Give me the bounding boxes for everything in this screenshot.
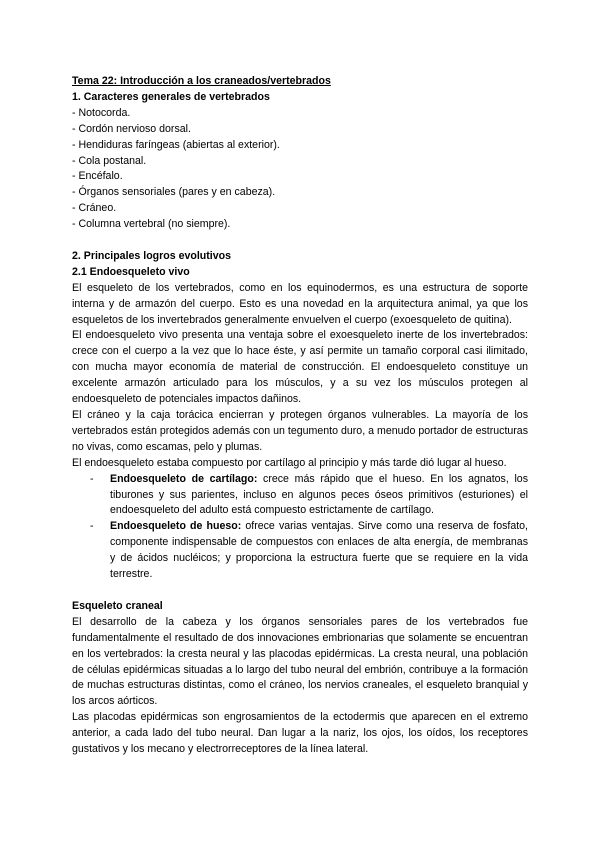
spacer	[72, 583, 528, 599]
section-2-heading: 2. Principales logros evolutivos	[72, 249, 231, 262]
document-page	[72, 74, 528, 758]
paragraph: El cráneo y la caja torácica encierran y protegen órganos vulnerables. La mayoría de los vertebrados están protegidos además con un tegumento duro, a menudo portador de estructuras no vivas, como escamas, pelo y plumas.	[72, 409, 528, 453]
paragraph: El endoesqueleto estaba compuesto por cartílago al principio y más tarde dió lugar al hueso.	[72, 456, 507, 469]
list-item: - Columna vertebral (no siempre).	[72, 218, 231, 231]
dash-marker: -	[90, 472, 94, 485]
list-item: - Encéfalo.	[72, 170, 123, 183]
document-title: Tema 22: Introducción a los craneados/vertebrados	[72, 75, 331, 87]
bullet-text: ofrece varias ventajas. Sirve como una reserva de fosfato, componente indispensable de compuestos con enlaces de alta energía, de membranas y de ácidos nucléicos; y proporciona la estructura fuerte que se requiere en la vida terrestre.	[110, 520, 528, 581]
paragraph: El endoesqueleto vivo presenta una ventaja sobre el exoesqueleto inerte de los invertebrados: crece con el cuerpo a la vez que lo hace éste, y así permite un tamaño corporal casi ilimitado, con mucha mayor economía de material de construcción. El endoesqueleto constituye un excelente armazón articulado para los músculos, y a su vez los músculos protegen al endoesqueleto de potenciales impactos dañinos.	[72, 329, 528, 406]
bullet-term: Endoesqueleto de hueso:	[110, 520, 242, 533]
list-item: - Cola postanal.	[72, 154, 147, 167]
spacer	[72, 233, 528, 249]
dash-marker: -	[90, 520, 94, 533]
bullet-item-bone	[72, 519, 528, 583]
list-item: - Órganos sensoriales (pares y en cabeza).	[72, 186, 276, 199]
bullet-list	[72, 472, 528, 583]
list-item: - Notocorda.	[72, 106, 131, 119]
section-3-heading: Esqueleto craneal	[72, 599, 163, 612]
bullet-text: crece más rápido que el hueso. En los agnatos, los tiburones y sus parientes, incluso en algunos peces óseos primitivos (esturiones) el endoesqueleto del adulto está compuesto estrictamente de cartílago.	[110, 472, 528, 517]
section-2-1-heading: 2.1 Endoesqueleto vivo	[72, 265, 190, 278]
bullet-term: Endoesqueleto de cartílago:	[110, 472, 258, 485]
paragraph: Las placodas epidérmicas son engrosamientos de la ectodermis que aparecen en el extremo anterior, a cada lado del tubo neural. Dan lugar a la nariz, los ojos, los oídos, los receptores gustativos y los mecano y electrorreceptores de la línea lateral.	[72, 711, 528, 756]
list-item: - Cordón nervioso dorsal.	[72, 122, 191, 135]
bullet-item-cartilage	[72, 472, 528, 520]
section-1-heading: 1. Caracteres generales de vertebrados	[72, 90, 270, 103]
list-item: - Cráneo.	[72, 202, 117, 215]
paragraph: El esqueleto de los vertebrados, como en los equinodermos, es una estructura de soporte interna y de armazón del cuerpo. Esto es una novedad en la arquitectura animal, ya que los esqueletos de los invertebrados generalmente envuelven el cuerpo (exoesqueleto de quitina).	[72, 281, 528, 326]
list-item: - Hendiduras faríngeas (abiertas al exterior).	[72, 138, 280, 151]
paragraph: El desarrollo de la cabeza y los órganos sensoriales pares de los vertebrados fue fundamentalmente el resultado de dos innovaciones embrionarias que solamente se encuentran en los vertebrados: la cresta neural y las placodas epidérmicas. La cresta neural, una población de células epidérmicas situadas a lo largo del tubo neural del embrión, contribuye a la formación de muchas estructuras distintas, como el cráneo, los nervios craneales, el esqueleto branquial y los arcos aórticos.	[72, 615, 528, 708]
